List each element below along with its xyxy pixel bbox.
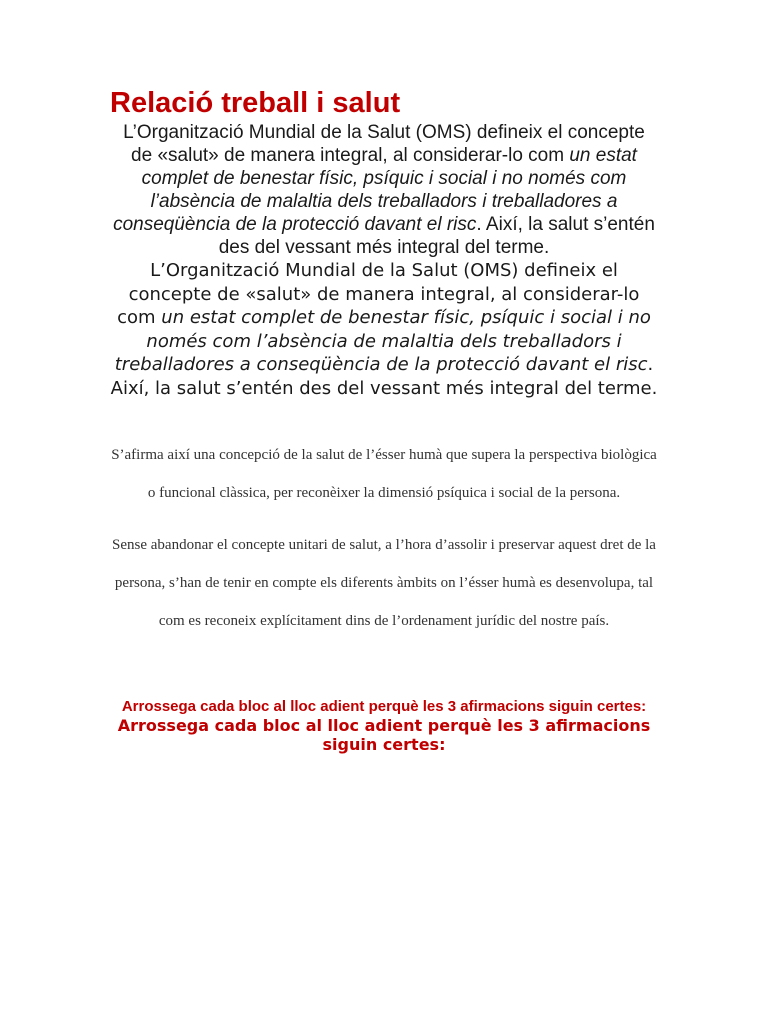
- intro-1-text: L’Organització Mundial de la Salut (OMS) defineix el concepte de «salut» de manera integral, al considerar-lo com: [123, 122, 645, 166]
- document-page: [110, 86, 658, 754]
- page-title: Relació treball i salut: [110, 87, 401, 119]
- intro-1-italic: un estat complet de benestar físic, psíquic i social i no només com l’absència de malaltia dels treballadors i treballadores a conseqüència de la protecció davant el risc: [113, 145, 637, 235]
- intro-2-text: L’Organització Mundial de la Salut (OMS) defineix el concepte de «salut» de manera integral, al considerar-lo com: [117, 260, 640, 328]
- body-paragraph-1: S’afirma així una concepció de la salut de l’ésser humà que supera la perspectiva biològica o funcional clàssica, per reconèixer la dimensió psíquica i social de la persona.: [111, 447, 657, 501]
- intro-2-text-end: . Així, la salut s’entén des del vessant més integral del terme.: [110, 354, 658, 399]
- instruction-text-2: Arrossega cada bloc al lloc adient perquè les 3 afirmacions siguin certes:: [117, 716, 651, 754]
- body-paragraph-2: Sense abandonar el concepte unitari de salut, a l’hora d’assolir i preservar aquest dret de la persona, s’han de tenir en compte els diferents àmbits on l’ésser humà es desenvolupa, tal com es reconeix explícitament dins de l’ordenament jurídic del nostre país.: [112, 537, 656, 629]
- intro-1-text-end: . Així, la salut s’entén des del vessant més integral del terme.: [218, 214, 655, 258]
- intro-2-italic: un estat complet de benestar físic, psíquic i social i no només com l’absència de malaltia dels treballadors i treballadores a conseqüència de la protecció davant el risc: [114, 307, 651, 375]
- intro-paragraph-2: [110, 259, 658, 400]
- instruction-text-1: Arrossega cada bloc al lloc adient perquè les 3 afirmacions siguin certes:: [121, 698, 647, 715]
- intro-paragraph-1: [110, 121, 658, 259]
